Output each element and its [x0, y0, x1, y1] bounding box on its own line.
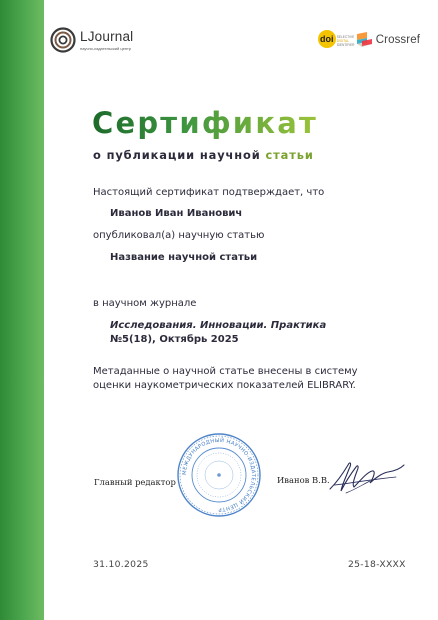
crossref-name: Crossref	[375, 34, 420, 46]
journal-issue: №5(18), Октябрь 2025	[110, 334, 239, 345]
subtitle-main: о публикации научной	[93, 148, 261, 162]
ljournal-rings-icon	[50, 27, 76, 53]
certificate-title: Сертификат	[92, 106, 318, 140]
metadata-line-2: оценки наукометрических показателей ELIBRARY.	[93, 380, 356, 391]
journal-name: Исследования. Инновации. Практика	[110, 320, 327, 331]
logo-subtitle: научно-издательский центр	[80, 45, 132, 51]
editor-name: Иванов В.В.	[277, 475, 330, 485]
editor-role: Главный редактор	[94, 477, 176, 487]
partner-logos	[318, 29, 420, 51]
doi-logo	[318, 29, 354, 51]
handwritten-signature	[326, 455, 406, 497]
subtitle-accent: статьи	[265, 148, 314, 162]
certificate-number: 25-18-XXXX	[348, 559, 406, 570]
ljournal-logo	[50, 27, 133, 53]
blue-seal-stamp	[176, 432, 262, 518]
green-side-band	[0, 0, 44, 620]
published-text: опубликовал(а) научную статью	[93, 230, 265, 241]
doi-caption-1: SELECTIVE	[336, 35, 355, 39]
article-title: Название научной статьи	[110, 252, 258, 263]
doi-badge: doi	[318, 30, 336, 48]
confirm-text: Настоящий сертификат подтверждает, что	[93, 187, 325, 198]
certificate-subtitle	[93, 148, 314, 162]
doi-caption-2: DIGITAL	[336, 39, 349, 43]
doi-caption-3: IDENTIFIER	[336, 43, 355, 47]
crossref-logo	[356, 32, 420, 49]
issue-date: 31.10.2025	[93, 559, 149, 570]
metadata-line-1: Метаданные о научной статье внесены в систему	[93, 366, 358, 377]
author-name: Иванов Иван Иванович	[110, 208, 243, 219]
crossref-icon	[356, 32, 373, 49]
logo-name: LJournal	[80, 28, 134, 44]
journal-intro: в научном журнале	[93, 298, 197, 309]
stamp-ring-textpath: МЕЖДУНАРОДНЫЙ НАУЧНО-ИЗДАТЕЛЬСКИЙ ЦЕНТР	[181, 437, 257, 513]
